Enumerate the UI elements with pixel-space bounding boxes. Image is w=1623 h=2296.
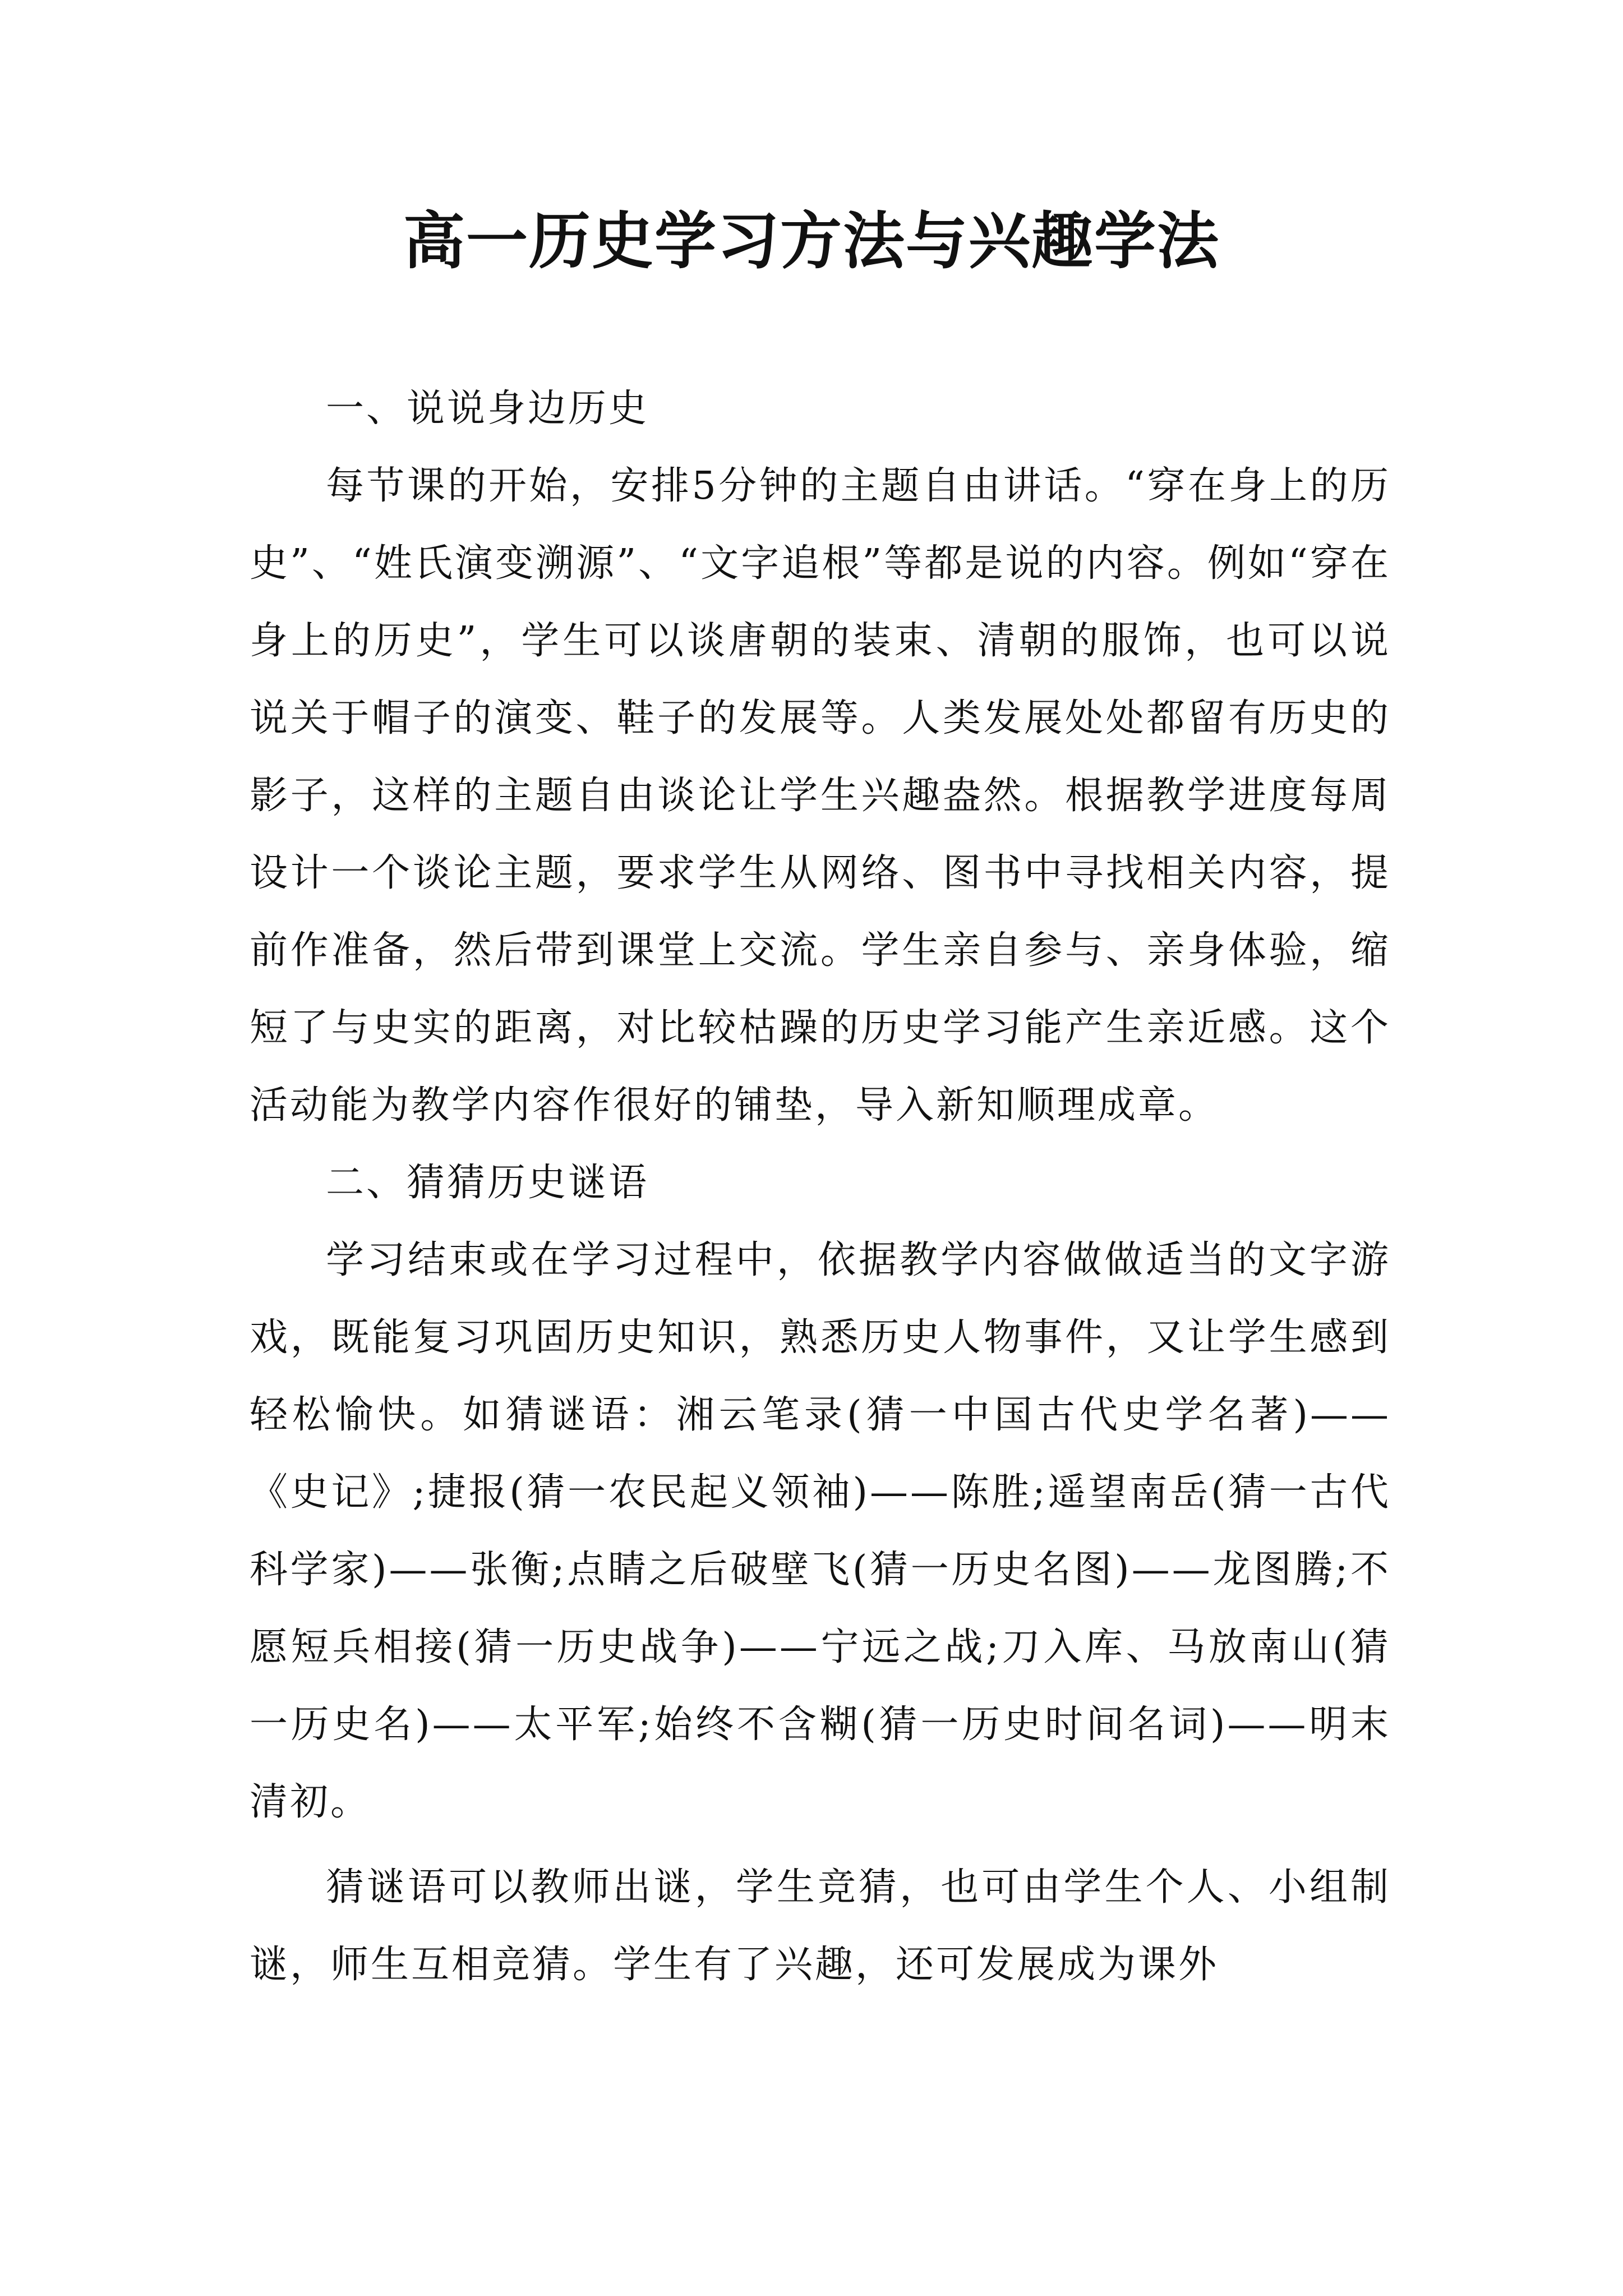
section-heading-1: 一、说说身边历史 [326, 386, 649, 431]
section-2-paragraph-2: 猜谜语可以教师出谜，学生竞猜，也可由学生个人、小组制谜，师生互相竞猜。学生有了兴趣，还可发展成为课外 [250, 1865, 1391, 1987]
document-body [250, 370, 1391, 2004]
document-title: 高一历史学习方法与兴趣学法 [403, 205, 1220, 277]
section-1-paragraph-1: 每节课的开始，安排5分钟的主题自由讲话。“穿在身上的历史”、“姓氏演变溯源”、“文字追根”等都是说的内容。例如“穿在身上的历史”，学生可以谈唐朝的装束、清朝的服饰，也可以说说关于帽子的演变、鞋子的发展等。人类发展处处都留有历史的影子，这样的主题自由谈论让学生兴趣盎然。根据教学进度每周设计一个谈论主题，要求学生从网络、图书中寻找相关内容，提前作准备，然后带到课堂上交流。学生亲自参与、亲身体验，缩短了与史实的距离，对比较枯躁的历史学习能产生亲近感。这个活动能为教学内容作很好的铺垫，导入新知顺理成章。 [250, 464, 1391, 1128]
section-2-paragraph-1: 学习结束或在学习过程中，依据教学内容做做适当的文字游戏，既能复习巩固历史知识，熟悉历史人物事件，又让学生感到轻松愉快。如猜谜语：湘云笔录(猜一中国古代史学名著)——《史记》;捷报(猜一农民起义领袖)——陈胜;遥望南岳(猜一古代科学家)——张衡;点睛之后破壁飞(猜一历史名图)——龙图腾;不愿短兵相接(猜一历史战争)——宁远之战;刀入库、马放南山(猜一历史名)——太平军;始终不含糊(猜一历史时间名词)——明末清初。 [250, 1238, 1391, 1824]
section-heading-2: 二、猜猜历史谜语 [326, 1161, 649, 1205]
